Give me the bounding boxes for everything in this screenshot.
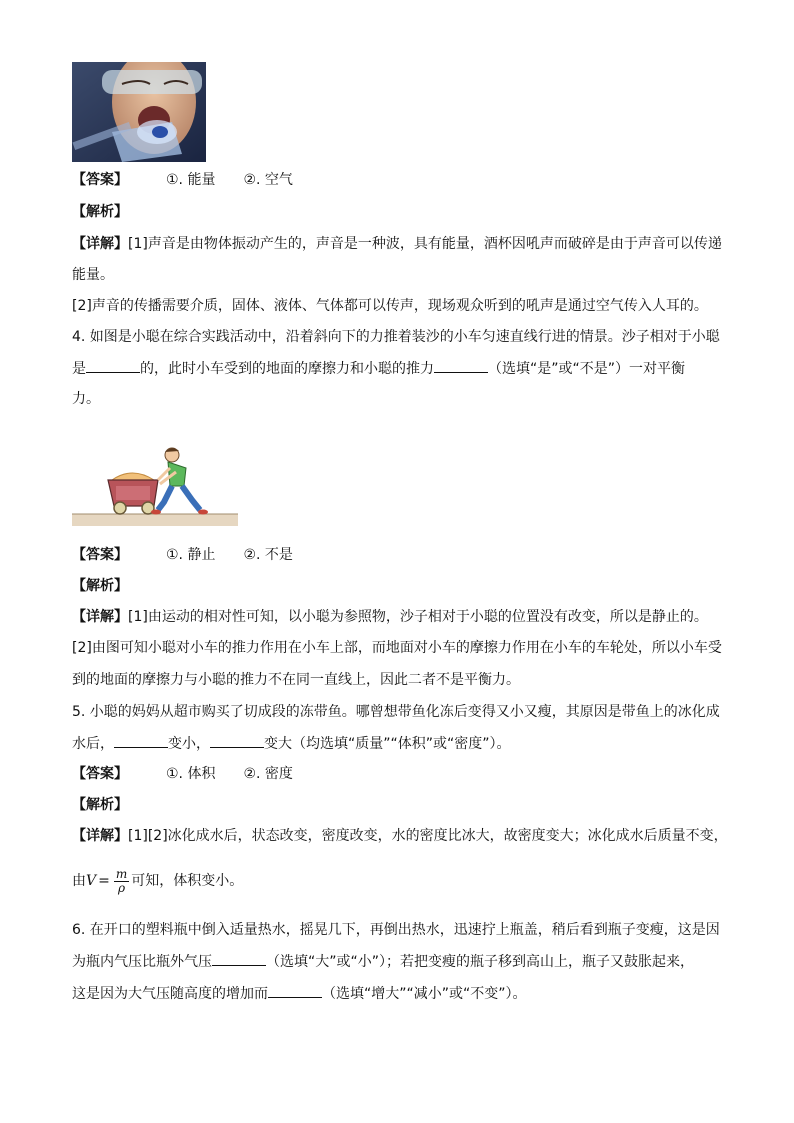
q5-stem-text-2: 变小， — [168, 736, 210, 752]
answer-blank[interactable] — [86, 358, 140, 373]
answer-option-2: ②. 密度 — [243, 766, 293, 782]
detail-label: 【详解】 — [72, 609, 128, 625]
answer-blank[interactable] — [212, 951, 266, 966]
q5-analysis-label: 【解析】 — [72, 797, 128, 813]
q4-stem-line-3: 力。 — [72, 391, 100, 407]
q4-stem-text-2: 的，此时小车受到的地面的摩擦力和小聪的推力 — [140, 361, 434, 377]
answer-blank[interactable] — [434, 358, 488, 373]
formula-variable-v: V — [86, 873, 97, 889]
detail-label: 【详解】 — [72, 828, 128, 844]
q6-stem-text-4: （选填“增大”“减小”或“不变”）。 — [322, 986, 527, 1002]
q3-detail-line-1 — [72, 234, 722, 254]
q4-stem-line-1: 4. 如图是小聪在综合实践活动中，沿着斜向下的力推着装沙的小车匀速直线行进的情景。沙子相对于小聪 — [72, 329, 720, 345]
answer-blank[interactable] — [268, 983, 322, 998]
answer-option-2: ②. 空气 — [243, 172, 293, 188]
q5-stem-line-2 — [72, 733, 511, 754]
q6-stem-line-3 — [72, 983, 527, 1004]
q5-detail-text-1: [1][2]冰化成水后，状态改变，密度改变，水的密度比冰大，故密度变大；冰化成水后质量不变， — [128, 828, 728, 844]
cart-pushing-drawing — [72, 440, 238, 528]
q5-detail-text-2: 由 — [72, 873, 86, 889]
q6-stem-line-1: 6. 在开口的塑料瓶中倒入适量热水，摇晃几下，再倒出热水，迅速拧上瓶盖，稍后看到瓶子变瘦，这是因 — [72, 922, 720, 938]
answer-option-1: ①. 能量 — [166, 172, 216, 188]
q3-answer-row — [72, 170, 293, 190]
q5-detail-line-2 — [72, 866, 243, 896]
q6-stem-line-2 — [72, 951, 694, 972]
q4-stem-line-2 — [72, 358, 685, 379]
q4-stem-text-1: 是 — [72, 361, 86, 377]
q4-stem-text-3: （选填“是”或“不是”）一对平衡 — [488, 361, 686, 377]
q4-answer-row — [72, 545, 293, 565]
formula-fraction — [114, 868, 129, 895]
answer-label: 【答案】 — [72, 547, 128, 563]
q5-detail-line-1 — [72, 826, 728, 846]
q5-stem-text-3: 变大（均选填“质量”“体积”或“密度”）。 — [264, 736, 511, 752]
q5-stem-text-1: 水后， — [72, 736, 114, 752]
answer-option-1: ①. 静止 — [166, 547, 216, 563]
q4-detail-line-1 — [72, 607, 708, 627]
answer-blank[interactable] — [114, 733, 168, 748]
answer-option-1: ①. 体积 — [166, 766, 216, 782]
q3-analysis-label: 【解析】 — [72, 204, 128, 220]
detail-label: 【详解】 — [72, 236, 128, 252]
q6-stem-text-3: 这是因为大气压随高度的增加而 — [72, 986, 268, 1002]
q3-detail-line-3: [2]声音的传播需要介质，固体、液体、气体都可以传声，现场观众听到的吼声是通过空气传入人耳的。 — [72, 298, 708, 314]
shouting-photo-drawing — [72, 62, 206, 162]
answer-label: 【答案】 — [72, 766, 128, 782]
formula-equals: = — [98, 873, 110, 889]
q4-detail-text-1: [1]由运动的相对性可知，以小聪为参照物，沙子相对于小聪的位置没有改变，所以是静止的。 — [128, 609, 708, 625]
q5-stem-line-1: 5. 小聪的妈妈从超市购买了切成段的冻带鱼。哪曾想带鱼化冻后变得又小又瘦，其原因是带鱼上的冰化成 — [72, 704, 720, 720]
answer-blank[interactable] — [210, 733, 264, 748]
q5-detail-text-3: 可知，体积变小。 — [131, 873, 244, 889]
shouting-photo — [72, 62, 206, 162]
q4-detail-line-2: [2]由图可知小聪对小车的推力作用在小车上部，而地面对小车的摩擦力作用在小车的车轮处，所以小车受 — [72, 640, 722, 656]
formula-numerator: m — [115, 866, 128, 881]
q4-detail-line-3: 到的地面的摩擦力与小聪的推力不在同一直线上，因此二者不是平衡力。 — [72, 672, 520, 688]
q5-answer-row — [72, 764, 293, 784]
q6-stem-text-2: （选填“大”或“小”）；若把变瘦的瓶子移到高山上，瓶子又鼓胀起来， — [266, 954, 695, 970]
formula-denominator: ρ — [118, 880, 126, 895]
cart-pushing-illustration — [72, 440, 238, 528]
q6-stem-text-1: 为瓶内气压比瓶外气压 — [72, 954, 212, 970]
q3-detail-text-1: [1]声音是由物体振动产生的，声音是一种波，具有能量，酒杯因吼声而破碎是由于声音可以传递 — [128, 236, 722, 252]
q3-detail-line-2: 能量。 — [72, 267, 114, 283]
q4-analysis-label: 【解析】 — [72, 578, 128, 594]
answer-option-2: ②. 不是 — [243, 547, 293, 563]
answer-label: 【答案】 — [72, 172, 128, 188]
